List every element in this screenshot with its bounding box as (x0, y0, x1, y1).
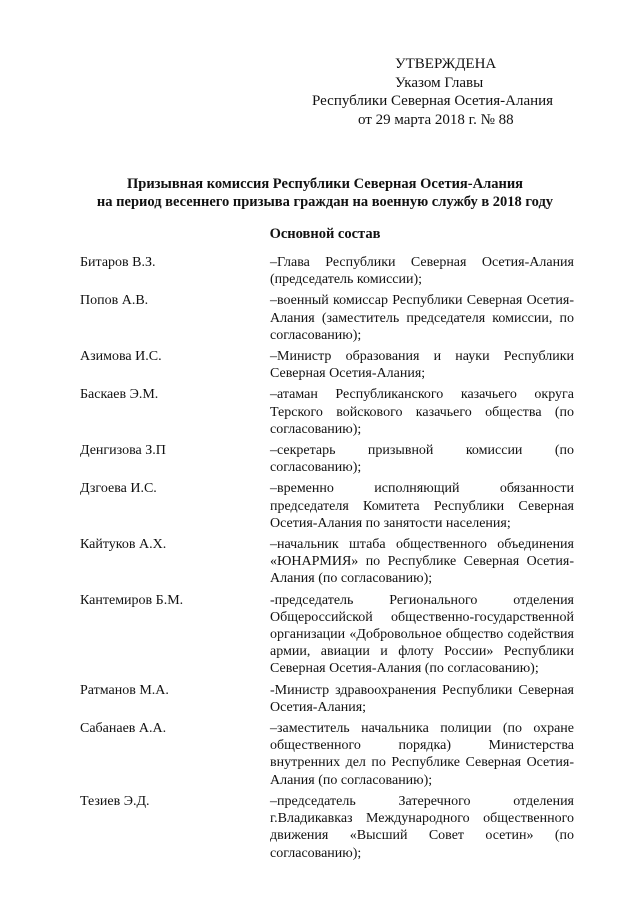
member-role: –заместитель начальника полиции (по охране общественного порядка) Министерства внутренних дел по Республике Северная Осетия-Алания (по согласованию); (270, 721, 574, 788)
list-item (80, 480, 574, 532)
member-name: Сабанаев А.А. (80, 721, 167, 737)
member-name: Кайтуков А.Х. (80, 537, 167, 553)
list-item (80, 386, 574, 438)
member-name: Кантемиров Б.М. (80, 592, 184, 608)
approval-date: от 29 марта 2018 г. № 88 (358, 111, 514, 128)
member-name: Денгизова З.П (80, 443, 166, 459)
list-item (80, 536, 574, 588)
member-name: Попов А.В. (80, 293, 149, 309)
member-name: Баскаев Э.М. (80, 387, 159, 403)
member-role: -председатель Регионального отделения Общероссийской общественно-государственной организации «Добровольное общество содействия армии, авиации и флоту России» Республики Северная Осетия-Алания (по согласованию); (270, 592, 574, 677)
list-item (80, 793, 574, 862)
member-role: –военный комиссар Республики Северная Осетия-Алания (заместитель председателя комиссии, по согласованию); (270, 293, 574, 343)
list-item (80, 592, 574, 678)
approval-stamp (300, 55, 600, 129)
list-item (80, 442, 574, 476)
member-name: Тезиев Э.Д. (80, 793, 150, 809)
member-role: –временно исполняющий обязанности председателя Комитета Республики Северная Осетия-Алания по занятости населения; (270, 481, 574, 531)
list-item (80, 348, 574, 382)
member-role: –Глава Республики Северная Осетия-Алания (председатель комиссии); (270, 255, 574, 288)
approval-republic: Республики Северная Осетия-Алания (312, 93, 554, 109)
member-role: –атаман Республиканского казачьего округа Терского войскового казачьего общества (по согласованию); (270, 387, 574, 437)
member-role: –Министр образования и науки Республики Северная Осетия-Алания; (270, 349, 574, 382)
member-role: -Министр здравоохранения Республики Северная Осетия-Алания; (270, 682, 574, 715)
list-item (80, 254, 574, 288)
member-role: –секретарь призывной комиссии (по согласованию); (270, 443, 574, 476)
member-name: Ратманов М.А. (80, 682, 169, 698)
list-item (80, 720, 574, 789)
member-role: –председатель Затеречного отделения г.Владикавказ Международного общественного движения «Высший Совет осетин» (по согласованию); (270, 793, 574, 861)
title-line-2: на период весеннего призыва граждан на военную службу в 2018 году (96, 194, 554, 210)
document-title (60, 175, 590, 211)
member-name: Дзгоева И.С. (80, 481, 157, 497)
section-heading: Основной состав (269, 226, 381, 242)
title-line-1: Призывная комиссия Республики Северная Осетия-Алания (126, 176, 524, 192)
member-name: Азимова И.С. (80, 349, 162, 365)
approval-heading: УТВЕРЖДЕНА (395, 56, 497, 72)
list-item (80, 292, 574, 344)
member-name: Битаров В.З. (80, 255, 156, 270)
approval-decree: Указом Главы (395, 74, 484, 91)
members-list (80, 254, 574, 866)
member-role: –начальник штаба общественного объединения «ЮНАРМИЯ» по Республике Северная Осетия-Алания (по согласованию); (270, 537, 574, 587)
list-item (80, 682, 574, 716)
